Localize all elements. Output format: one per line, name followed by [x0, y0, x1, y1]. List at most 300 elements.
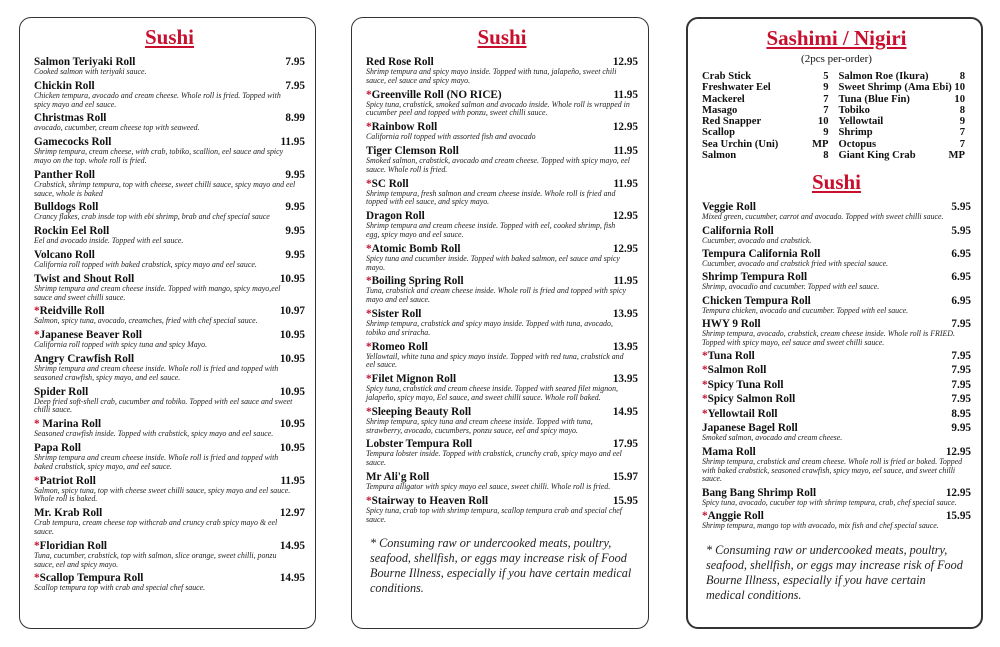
item-name-text: Spider Roll — [34, 385, 89, 398]
nigiri-item — [702, 139, 829, 150]
item-name-text: Anggie Roll — [707, 509, 764, 522]
menu-item — [366, 471, 638, 492]
item-name — [366, 495, 488, 507]
menu-item-row — [34, 540, 305, 552]
raw-marker: * — [34, 329, 40, 342]
menu-item — [34, 80, 305, 110]
item-description: California roll topped with assorted fish and avocado — [366, 132, 536, 142]
item-name-text: Chickin Roll — [34, 79, 95, 92]
item-name-text: Volcano Roll — [34, 248, 95, 261]
item-description: Spicy tuna, crabstick and cream cheese inside. Topped with seared filet mignon, jalapeño, spicy mayo, Eel sauce, and sweet chilli sauce. Whole roll baked. — [366, 384, 619, 402]
raw-marker: * — [366, 405, 372, 418]
nigiri-price: 7 — [959, 127, 965, 139]
raw-marker: * — [34, 572, 40, 585]
menu-item — [34, 418, 305, 439]
item-description: Scallop tempura top with crab and special chef sauce. — [34, 583, 206, 593]
item-price: 11.95 — [613, 88, 638, 101]
nigiri-item — [702, 127, 829, 138]
nigiri-price: 10 — [954, 82, 965, 94]
menu-item — [702, 295, 971, 316]
item-name-text: Japanese Beaver Roll — [39, 329, 142, 342]
menu-item — [34, 442, 305, 472]
item-description: Cucumber, avocado and crabstick. — [702, 235, 812, 245]
item-name-text: HWY 9 Roll — [702, 317, 761, 330]
nigiri-name: Tuna (Blue Fin) — [838, 93, 910, 105]
sushi-list — [34, 56, 305, 593]
menu-item-row — [702, 393, 971, 405]
item-name-text: Salmon Teriyaki Roll — [34, 56, 136, 68]
item-name — [34, 475, 96, 487]
item-price: 7.95 — [951, 349, 971, 362]
item-name-text: Filet Mignon Roll — [371, 373, 457, 386]
menu-item — [34, 249, 305, 270]
item-name-text: Mama Roll — [702, 445, 756, 458]
item-description: Yellowtail, white tuna and spicy mayo inside. Topped with red tuna, crabstick and eel sauce. — [366, 351, 624, 370]
nigiri-name: Octopus — [838, 138, 877, 150]
item-name-text: Chicken Tempura Roll — [702, 294, 811, 307]
menu-item — [366, 373, 638, 403]
item-name-text: Sleeping Beauty Roll — [371, 405, 472, 418]
item-price: 7.95 — [951, 364, 971, 377]
item-price: 12.95 — [612, 121, 638, 134]
nigiri-price: MP — [812, 138, 829, 150]
item-name — [366, 89, 502, 101]
item-description: Crabstick, shrimp tempura, top with cheese, sweet chilli sauce, spicy mayo and eel sauce, whole is baked — [34, 179, 296, 198]
item-description: Shrimp tempura, spicy tuna and cream cheese inside. Topped with tuna, strawberry, avocado, cucumbers, ponzu sauce, eel and spicy mayo. — [366, 416, 593, 435]
item-price: 9.95 — [285, 168, 305, 181]
item-price: 10.95 — [279, 441, 305, 454]
nigiri-name: Salmon — [702, 150, 737, 162]
nigiri-item — [839, 71, 966, 82]
item-name — [702, 408, 778, 420]
nigiri-price: 9 — [959, 116, 965, 128]
item-description: Seasoned crawfish inside. Topped with crabstick, spicy mayo and eel sauce. — [34, 429, 274, 439]
item-price: 12.95 — [612, 56, 638, 68]
menu-item-row — [366, 341, 638, 353]
nigiri-item — [702, 150, 829, 161]
menu-item — [366, 495, 638, 525]
menu-item-row — [34, 80, 305, 92]
item-name-text: Shrimp Tempura Roll — [702, 271, 808, 284]
raw-marker: * — [702, 407, 708, 420]
item-name-text: Scallop Tempura Roll — [39, 572, 144, 585]
menu-item — [702, 510, 971, 531]
menu-item — [366, 178, 638, 208]
item-description: Spicy tuna, avocado, cucuber top with shrimp tempura, crab, chef special sauce. — [702, 497, 957, 507]
menu-item — [34, 169, 305, 199]
panel-title: Sushi — [144, 25, 195, 49]
nigiri-item — [839, 94, 966, 105]
item-name-text: Tempura California Roll — [702, 247, 821, 260]
item-name-text: Veggie Roll — [702, 201, 756, 214]
menu-item-row — [702, 350, 971, 362]
sushi-list — [366, 56, 638, 524]
raw-marker: * — [34, 474, 40, 487]
item-price: 15.95 — [945, 509, 971, 522]
item-price: 14.95 — [279, 539, 305, 552]
menu-item — [702, 350, 971, 362]
nigiri-price: 10 — [817, 116, 829, 128]
item-description: Shrimp tempura, crabstick and spicy mayo inside. Topped with tuna, avocado, tobiko and sriracha. — [366, 318, 613, 337]
raw-marker: * — [366, 88, 372, 101]
nigiri-price: 8 — [959, 104, 965, 116]
item-name-text: Panther Roll — [34, 168, 96, 181]
item-description: Salmon, spicy tuna, avocado, creamches, fried with chef special sauce. — [34, 316, 258, 326]
item-price: 12.97 — [279, 507, 305, 520]
menu-item — [34, 475, 305, 505]
item-price: 5.95 — [951, 201, 971, 214]
menu-item — [702, 422, 971, 443]
menu-item — [702, 364, 971, 376]
item-description: avocado, cucumber, cream cheese top with seaweed. — [34, 123, 200, 133]
raw-marker: * — [34, 305, 40, 318]
item-description: Chicken tempura, avocado and cream cheese. Whole roll is fried. Topped with spicy mayo and eel sauce. — [34, 90, 281, 109]
item-description: Tempura alligator with spicy mayo eel sauce, sweet chilli. Whole roll is fried. — [366, 481, 611, 491]
raw-marker: * — [702, 378, 708, 391]
item-name-text: Gamecocks Roll — [34, 136, 112, 149]
item-name-text: Sister Roll — [371, 307, 422, 320]
nigiri-name: Salmon Roe (Ikura) — [838, 71, 929, 82]
item-name-text: Tiger Clemson Roll — [366, 144, 459, 157]
nigiri-price: MP — [948, 150, 965, 162]
panel-title: Sashimi / Nigiri — [766, 26, 907, 50]
item-name-text: Patriot Roll — [39, 474, 96, 487]
item-name-text: Romeo Roll — [371, 340, 428, 353]
item-description: Shrimp tempura, avocado, crabstick, cream cheese inside. Whole roll is FRIED. Topped with spicy mayo, eel sauce and sweet chilli sauce. — [702, 328, 955, 347]
nigiri-price: 10 — [954, 93, 965, 105]
menu-item — [34, 507, 305, 537]
menu-item — [366, 243, 638, 273]
nigiri-price: 7 — [823, 93, 829, 105]
raw-marker: * — [366, 275, 372, 288]
nigiri-item — [839, 127, 966, 138]
item-price: 7.95 — [951, 378, 971, 391]
item-price: 7.95 — [285, 79, 305, 92]
item-description: Crancy flakes, crab insde top with ebi shrimp, brab and chef special sauce — [34, 212, 270, 222]
menu-item-row — [366, 243, 638, 255]
raw-marker: * — [366, 340, 372, 353]
item-description: California roll topped with spicy tuna and spicy Mayo. — [34, 340, 208, 350]
nigiri-item — [839, 105, 966, 116]
section-title: Sushi — [811, 170, 862, 195]
menu-item — [34, 56, 305, 77]
menu-item — [366, 275, 638, 305]
menu-item — [702, 446, 971, 484]
item-price: 15.95 — [612, 494, 638, 507]
item-price: 7.95 — [951, 317, 971, 330]
item-name-text: Marina Roll — [39, 418, 102, 431]
item-description: Spicy tuna and cucumber inside. Topped with baked salmon, eel sauce and spicy mayo. — [366, 253, 620, 272]
nigiri-name: Red Snapper — [702, 116, 762, 128]
raw-marker: * — [34, 418, 40, 431]
nigiri-price: 9 — [823, 82, 829, 94]
raw-food-warning: * Consuming raw or undercooked meats, poultry, seafood, shellfish, or eggs may increase risk of Food Bourne Illness, especially if you have certain medical conditions. — [706, 542, 963, 602]
menu-item-row — [702, 487, 971, 499]
item-description: Salmon, spicy tuna, top with cheese sweet chilli sauce, spicy mayo and eel sauce. Whole roll is baked. — [34, 485, 291, 504]
item-description: Shrimp tempura and cream cheese inside. Topped with mango, spicy mayo,eel sauce and sweet chilli sauce. — [34, 283, 281, 302]
item-description: Shrimp, avocadio and cucumber. Topped with eel sauce. — [702, 282, 880, 292]
item-name-text: Mr. Krab Roll — [34, 507, 103, 520]
menu-item — [702, 408, 971, 420]
item-name — [366, 406, 471, 418]
item-description: Smoked salmon, crabstick, avocado and cream cheese. Topped with spicy mayo, eel sauce. Whole roll is fried. — [366, 155, 630, 174]
menu-item — [34, 572, 305, 593]
menu-item-row — [34, 386, 305, 398]
item-price: 10.95 — [279, 329, 305, 342]
item-name-text: Salmon Roll — [707, 364, 767, 377]
nigiri-name: Giant King Crab — [838, 150, 916, 162]
item-price: 13.95 — [612, 307, 638, 320]
item-description: Tempura lobster inside. Topped with crabstick, crunchy crab, spicy mayo and eel sauce. — [366, 449, 622, 468]
item-price: 6.95 — [951, 247, 971, 260]
item-price: 17.95 — [612, 438, 638, 451]
menu-item — [702, 248, 971, 269]
item-price: 11.95 — [280, 474, 305, 487]
menu-item — [702, 201, 971, 222]
item-name-text: Papa Roll — [34, 441, 81, 454]
menu-item-row — [702, 364, 971, 376]
item-name-text: Spicy Tuna Roll — [707, 378, 784, 391]
item-name-text: Angry Crawfish Roll — [34, 352, 135, 365]
item-price: 8.99 — [285, 112, 305, 125]
item-description: Cucumber, avocado and crabstick fried with special sauce. — [702, 258, 889, 268]
item-description: Shrimp tempura and cream cheese inside. Whole roll is fried and topped with seasoned crawfish, spicy mayo, and eel sauce. — [34, 363, 279, 382]
nigiri-name: Tobiko — [838, 104, 870, 116]
menu-item — [702, 379, 971, 391]
item-name — [702, 364, 766, 376]
item-name-text: Stairway to Heaven Roll — [371, 494, 489, 507]
raw-marker: * — [366, 242, 372, 255]
nigiri-name: Sweet Shrimp (Ama Ebi) — [838, 82, 952, 94]
item-name-text: Mr Ali'g Roll — [366, 470, 430, 483]
item-name — [702, 393, 795, 405]
item-description: Tempura chicken, avocado and cucumber. Topped with eel sauce. — [702, 305, 909, 315]
menu-item-row — [366, 406, 638, 418]
item-name-text: Reidville Roll — [39, 305, 105, 318]
menu-item — [702, 393, 971, 405]
nigiri-name: Shrimp — [838, 127, 873, 139]
item-name — [702, 446, 756, 458]
item-name-text: Yellowtail Roll — [707, 407, 778, 420]
item-name-text: Floridian Roll — [39, 539, 108, 552]
sushi-list — [702, 201, 971, 530]
menu-item — [702, 318, 971, 348]
menu-item-row — [702, 446, 971, 458]
item-price: 12.95 — [945, 445, 971, 458]
item-name — [366, 178, 409, 190]
nigiri-item — [839, 150, 966, 161]
menu-item-row — [366, 495, 638, 507]
nigiri-name: Mackerel — [702, 93, 745, 105]
menu-item — [34, 305, 305, 326]
nigiri-item — [702, 105, 829, 116]
item-price: 11.95 — [613, 177, 638, 190]
item-name — [34, 540, 107, 552]
item-name-text: Boiling Spring Roll — [371, 275, 464, 288]
panel-subtitle: (2pcs per-order) — [801, 53, 872, 65]
item-description: Shrimp tempura and cream cheese inside. Whole roll is fried and topped with baked crabstick, spicy mayo, and eel sauce. — [34, 452, 279, 471]
menu-item — [34, 273, 305, 303]
item-price: 9.95 — [285, 201, 305, 214]
item-price: 13.95 — [612, 340, 638, 353]
item-description: Tuna, cucumber, crabstick, top with salmon, slice orange, sweet chilli, ponzu sauce, eel and spicy mayo. — [34, 550, 277, 569]
nigiri-name: Freshwater Eel — [702, 82, 771, 94]
item-name — [34, 169, 95, 181]
menu-item-row — [702, 225, 971, 237]
menu-item-row — [366, 178, 638, 190]
menu-item — [34, 329, 305, 350]
item-description: Tuna, crabstick and cream cheese inside. Whole roll is fried and topped with spicy mayo and eel sauce. — [366, 286, 626, 305]
menu-item-row — [702, 408, 971, 420]
item-name — [366, 341, 428, 353]
item-price: 12.95 — [945, 486, 971, 499]
nigiri-item — [839, 116, 966, 127]
nigiri-name: Masago — [702, 104, 738, 116]
menu-panel-left — [19, 17, 316, 629]
menu-item — [366, 308, 638, 338]
menu-item — [34, 225, 305, 246]
panel-title: Sushi — [477, 25, 527, 49]
nigiri-list — [702, 71, 971, 161]
raw-marker: * — [702, 349, 708, 362]
menu-item — [34, 540, 305, 570]
nigiri-price: 8 — [823, 150, 829, 162]
item-name-text: Bang Bang Shrimp Roll — [702, 486, 817, 499]
item-price: 7.95 — [951, 393, 971, 406]
nigiri-price: 8 — [959, 71, 965, 82]
nigiri-column-left — [702, 71, 829, 161]
item-name-text: Japanese Bagel Roll — [702, 422, 798, 435]
nigiri-item — [839, 82, 966, 93]
menu-item — [34, 112, 305, 133]
nigiri-price: 5 — [823, 71, 829, 82]
item-price: 15.97 — [612, 470, 638, 483]
raw-marker: * — [366, 121, 372, 134]
raw-marker: * — [366, 494, 372, 507]
item-description: Shrimp tempura, mango top with avocado, mix fish and chef special sauce. — [702, 520, 939, 530]
item-price: 10.97 — [279, 305, 305, 318]
item-price: 11.95 — [613, 275, 638, 288]
item-description: Spicy tuna, crabstick, smoked salmon and avocado inside. Whole roll is wrapped in cucumber peel and topped with ponzu, sweet chilli sauce. — [366, 99, 630, 118]
item-name-text: Twist and Shout Roll — [34, 272, 135, 285]
item-description: Crab tempura, cream cheese top withcrab and cruncy crab spicy mayo & eel sauce. — [34, 518, 278, 536]
menu-item — [34, 386, 305, 416]
nigiri-item — [702, 94, 829, 105]
menu-item-row — [34, 475, 305, 487]
item-description: Eel and avocado inside. Topped with eel sauce. — [34, 236, 184, 246]
item-name-text: Bulldogs Roll — [34, 201, 99, 214]
item-price: 8.95 — [951, 407, 971, 420]
item-price: 13.95 — [612, 373, 638, 386]
item-name-text: Lobster Tempura Roll — [366, 438, 473, 451]
item-price: 9.95 — [285, 248, 305, 261]
item-price: 9.95 — [285, 225, 305, 238]
item-price: 5.95 — [951, 224, 971, 237]
item-price: 14.95 — [612, 405, 638, 418]
item-name — [702, 295, 811, 307]
raw-marker: * — [702, 364, 708, 377]
item-description: California roll topped with baked crabstick, spicy mayo and eel sauce. — [34, 259, 257, 269]
item-price: 11.95 — [613, 144, 638, 157]
item-name-text: Greenville Roll (NO RICE) — [371, 88, 502, 101]
raw-marker: * — [366, 373, 372, 386]
nigiri-price: 9 — [823, 127, 829, 139]
item-description: Shrimp tempura and spicy mayo inside. Topped with tuna, jalapeño, sweet chili sauce, eel sauce and spicy mayo. — [366, 67, 617, 85]
item-price: 7.95 — [285, 56, 305, 68]
nigiri-name: Yellowtail — [838, 116, 884, 128]
item-name-text: Dragon Roll — [366, 210, 425, 223]
menu-item — [702, 271, 971, 292]
item-name — [702, 350, 755, 362]
raw-food-warning: * Consuming raw or undercooked meats, poultry, seafood, shellfish, or eggs may increase risk of Food Bourne Illness, especially if you have certain medical conditions. — [370, 536, 632, 596]
item-price: 10.95 — [279, 385, 305, 398]
item-description: Spicy tuna, crab top with shrimp tempura, scallop tempura crab and special chef sauce. — [366, 505, 622, 524]
menu-item-row — [34, 169, 305, 181]
menu-item — [702, 487, 971, 508]
menu-item — [366, 121, 638, 142]
nigiri-item — [839, 139, 966, 150]
raw-marker: * — [366, 177, 372, 190]
item-name-text: Christmas Roll — [34, 112, 107, 125]
menu-item — [366, 341, 638, 371]
menu-item — [366, 406, 638, 436]
raw-marker: * — [34, 539, 40, 552]
nigiri-name: Crab Stick — [702, 71, 752, 82]
menu-item — [34, 353, 305, 383]
item-name — [34, 80, 95, 92]
item-name — [34, 386, 88, 398]
item-name-text: Atomic Bomb Roll — [371, 242, 461, 255]
item-price: 9.95 — [951, 422, 971, 435]
item-description: Smoked salmon, avocado and cream cheese. — [702, 433, 843, 443]
raw-marker: * — [702, 393, 708, 406]
item-name — [702, 487, 816, 499]
menu-item-row — [366, 89, 638, 101]
item-name — [366, 243, 460, 255]
item-price: 12.95 — [612, 242, 638, 255]
menu-item-row — [702, 379, 971, 391]
item-name-text: Rainbow Roll — [371, 121, 438, 134]
item-price: 11.95 — [280, 136, 305, 149]
nigiri-price: 7 — [823, 104, 829, 116]
item-description: Mixed green, cucumber, carrot and avocado. Topped with sweet chilli sauce. — [702, 212, 944, 222]
item-description: Shrimp tempura, cream cheese, with crab, tobiko, scallion, eel sauce and spicy mayo on the top. whole roll is fried. — [34, 147, 284, 165]
nigiri-column-right — [839, 71, 966, 161]
nigiri-name: Scallop — [702, 127, 735, 139]
nigiri-item — [702, 82, 829, 93]
item-name — [702, 225, 774, 237]
item-name — [702, 379, 783, 391]
item-description: Cooked salmon with teriyaki sauce. — [34, 67, 147, 76]
item-name-text: Tuna Roll — [707, 349, 755, 362]
item-description: Deep fried soft-shell crab, cucumber and tobiko. Topped with eel sauce and sweet chilli sauce. — [34, 396, 293, 415]
item-name-text: Rockin Eel Roll — [34, 225, 110, 238]
item-name-text: Spicy Salmon Roll — [707, 393, 796, 406]
menu-panel-middle — [351, 17, 649, 629]
menu-item — [366, 89, 638, 119]
item-price: 10.95 — [279, 418, 305, 431]
item-price: 10.95 — [279, 272, 305, 285]
item-price: 14.95 — [279, 572, 305, 585]
raw-marker: * — [702, 509, 708, 522]
raw-marker: * — [366, 307, 372, 320]
item-price: 12.95 — [612, 210, 638, 223]
menu-item — [702, 225, 971, 246]
item-description: Shrimp tempura, crabstick and cream cheese. Whole roll is fried or boked. Topped with baked crabstick, seasoned crawfish, spicy mayo, eel sauce, and sweet chilli sauce. — [702, 456, 963, 484]
item-name — [34, 273, 134, 285]
menu-item-row — [702, 295, 971, 307]
menu-item — [34, 201, 305, 222]
